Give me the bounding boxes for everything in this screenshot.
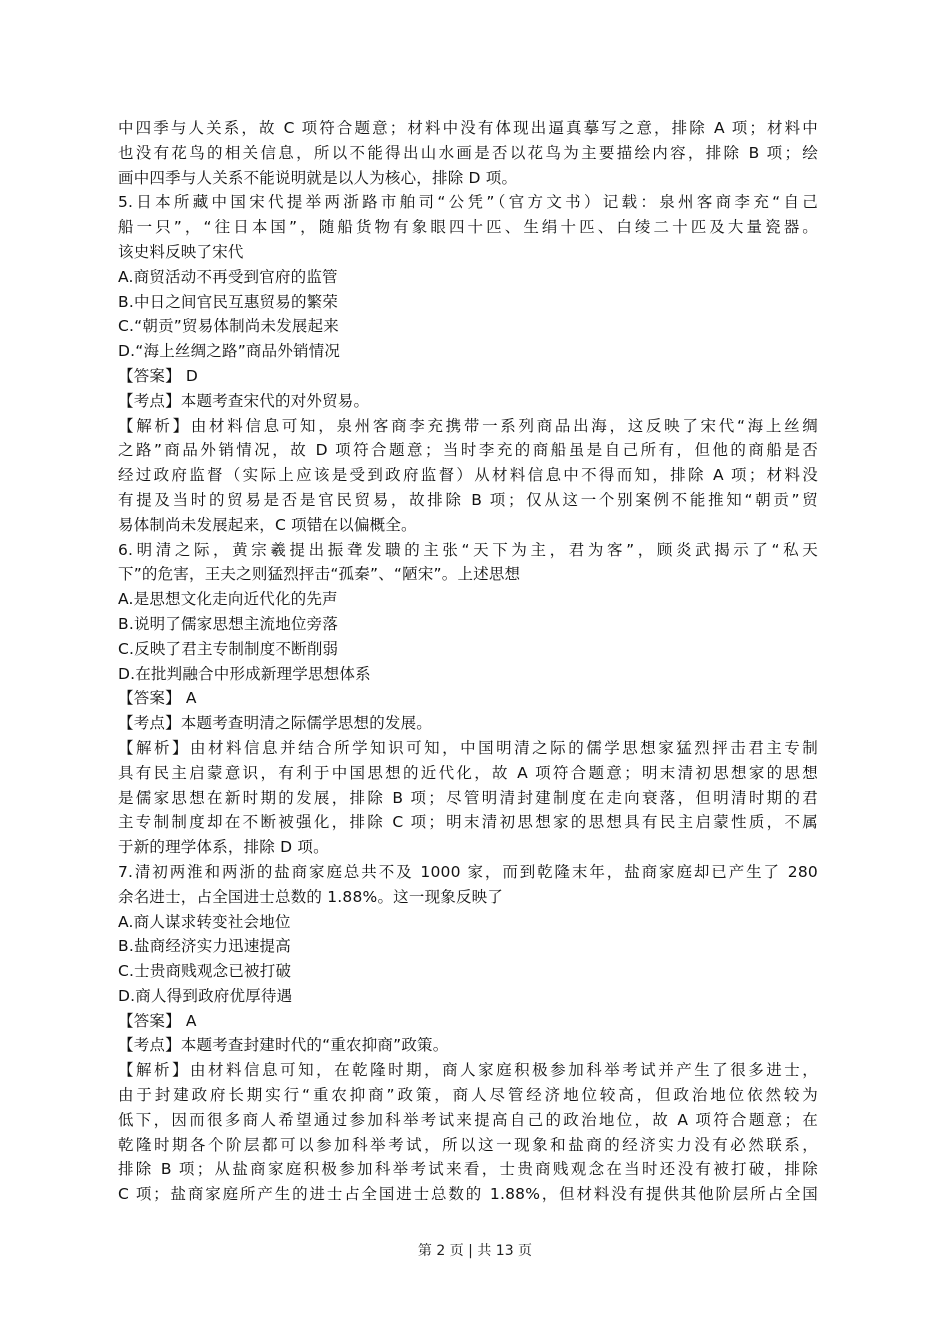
text-line: 排除 B 项；从盐商家庭积极参加科举考试来看，士贵商贱观念在当时还没有被打破，排除	[118, 1160, 818, 1179]
text-line: 【考点】本题考查宋代的对外贸易。	[118, 391, 370, 410]
page-footer: 第 2 页 | 共 13 页	[417, 1243, 533, 1259]
text-line: 经过政府监督（实际上应该是受到政府监督）从材料信息中不得而知，排除 A 项；材料没	[118, 466, 818, 485]
text-line: 由于封建政府长期实行“重农抑商”政策，商人尽管经济地位较高，但政治地位依然较为	[118, 1086, 818, 1105]
text-line: 也没有花鸟的相关信息，所以不能得出山水画是否以花鸟为主要描绘内容，排除 B 项；绘	[118, 143, 818, 162]
text-line: 【答案】 D	[118, 366, 199, 385]
text-line: 7.清初两淮和两浙的盐商家庭总共不及 1000 家，而到乾隆末年，盐商家庭却已产生了 280	[118, 862, 818, 881]
text-line: B.中日之间官民互惠贸易的繁荣	[118, 292, 339, 311]
text-line: B.盐商经济实力迅速提高	[118, 937, 291, 956]
text-line: 【解析】由材料信息并结合所学知识可知，中国明清之际的儒学思想家猛烈抨击君主专制	[118, 738, 818, 757]
text-line: 船一只”，“往日本国”，随船货物有象眼四十匹、生绢十匹、白绫二十匹及大量瓷器。	[118, 218, 818, 237]
text-line: 【答案】 A	[118, 1011, 197, 1030]
text-line: 是儒家思想在新时期的发展，排除 B 项；尽管明清封建制度在走向衰落，但明清时期的君	[118, 788, 818, 807]
text-line: 该史料反映了宋代	[118, 242, 244, 261]
text-line: B.说明了儒家思想主流地位旁落	[118, 614, 339, 633]
text-line: 之路”商品外销情况，故 D 项符合题意；当时李充的商船虽是自己所有，但他的商船是否	[118, 441, 818, 460]
text-line: 6.明清之际，黄宗羲提出振聋发聩的主张“天下为主，君为客”，顾炎武揭示了“私天	[118, 540, 818, 559]
text-line: C 项；盐商家庭所产生的进士占全国进士总数的 1.88%，但材料没有提供其他阶层所占全国	[118, 1185, 818, 1204]
text-line: 【答案】 A	[118, 689, 197, 708]
text-line: A.商人谋求转变社会地位	[118, 912, 291, 931]
document-body	[118, 116, 818, 1207]
text-line: 【解析】由材料信息可知，在乾隆时期，商人家庭积极参加科举考试并产生了很多进士，	[118, 1061, 818, 1080]
text-line: 画中四季与人关系不能说明就是以人为核心，排除 D 项。	[118, 168, 518, 187]
text-line: 具有民主启蒙意识，有利于中国思想的近代化，故 A 项符合题意；明末清初思想家的思想	[118, 763, 818, 782]
text-line: C.反映了君主专制制度不断削弱	[118, 639, 339, 658]
text-line: C.“朝贡”贸易体制尚未发展起来	[118, 317, 340, 336]
text-line: 余名进士，占全国进士总数的 1.88%。这一现象反映了	[118, 887, 504, 906]
text-line: 下”的危害，王夫之则猛烈抨击“孤秦”、“陋宋”。上述思想	[118, 565, 521, 584]
text-line: C.士贵商贱观念已被打破	[118, 962, 292, 981]
text-line: D.在批判融合中形成新理学思想体系	[118, 664, 371, 683]
text-line: 主专制制度却在不断被强化，排除 C 项；明末清初思想家的思想具有民主启蒙性质，不属	[118, 813, 818, 832]
text-line: A.是思想文化走向近代化的先声	[118, 590, 338, 609]
text-line: 【考点】本题考查明清之际儒学思想的发展。	[118, 714, 433, 733]
text-line: 【考点】本题考查封建时代的“重农抑商”政策。	[118, 1036, 449, 1055]
text-line: A.商贸活动不再受到官府的监管	[118, 267, 338, 286]
text-line: 5.日本所藏中国宋代提举两浙路市舶司“公凭”（官方文书）记载：泉州客商李充“自己	[118, 193, 818, 212]
text-line: 低下，因而很多商人希望通过参加科举考试来提高自己的政治地位，故 A 项符合题意；在	[118, 1110, 818, 1129]
text-line: 乾隆时期各个阶层都可以参加科举考试，所以这一现象和盐商的经济实力没有必然联系，	[118, 1135, 818, 1154]
text-line: 有提及当时的贸易是否是官民贸易，故排除 B 项；仅从这一个别案例不能推知“朝贡”贸	[118, 490, 818, 509]
text-line: 易体制尚未发展起来，C 项错在以偏概全。	[118, 515, 417, 534]
text-line: 中四季与人关系，故 C 项符合题意；材料中没有体现出逼真摹写之意，排除 A 项；材料中	[118, 119, 818, 137]
text-line: 【解析】由材料信息可知，泉州客商李充携带一系列商品出海，这反映了宋代“海上丝绸	[118, 416, 818, 435]
text-line: 于新的理学体系，排除 D 项。	[118, 838, 329, 857]
text-line: D.“海上丝绸之路”商品外销情况	[118, 342, 341, 361]
text-line: D.商人得到政府优厚待遇	[118, 986, 293, 1005]
